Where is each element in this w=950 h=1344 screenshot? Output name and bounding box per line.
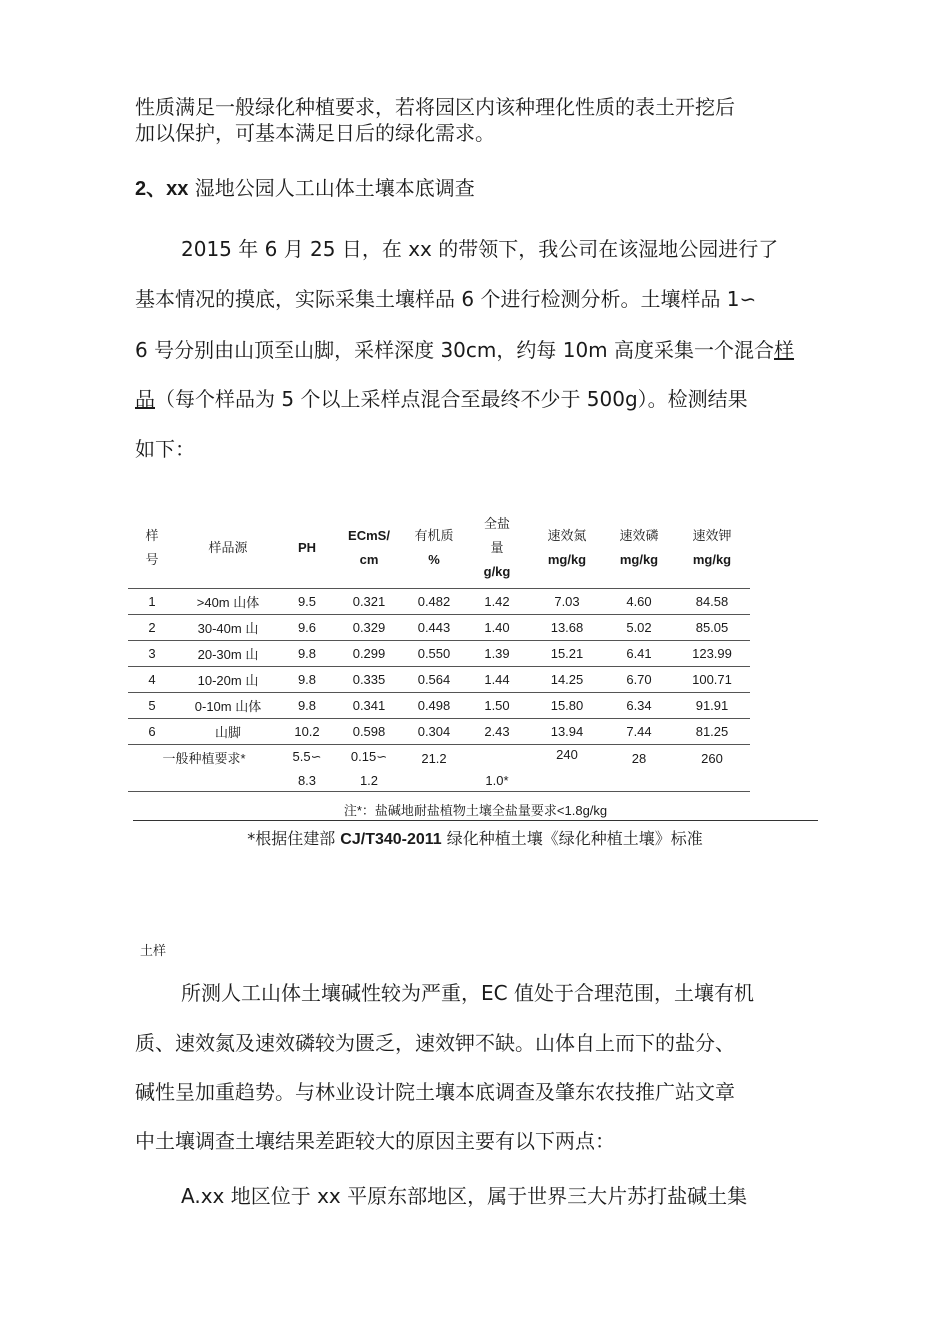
body-text: 质、速效氮及速效磷较为匮乏，速效钾不缺。山体自上而下的盐分、: [135, 1031, 735, 1055]
standard-code: CJ/T340-2011: [340, 831, 442, 848]
table-cell: [464, 745, 530, 770]
table-cell: 7.44: [604, 719, 674, 745]
table-cell: 4: [128, 667, 176, 693]
table-cell: 6.34: [604, 693, 674, 719]
table-cell: 5: [128, 693, 176, 719]
header-available-p: 速效磷 mg/kg: [604, 508, 674, 589]
body-text: 所测人工山体土壤碱性较为严重，EC 值处于合理范围，土壤有机: [181, 981, 754, 1005]
requirement-ec-min: 0.15∽: [350, 749, 388, 764]
table-cell: 85.05: [674, 615, 750, 641]
body-text-segment: 6 号分别由山顶至山脚，采样深度 30cm，约每 10m 高度采集一个混合: [135, 338, 775, 362]
table-cell: 1.44: [464, 667, 530, 693]
table-cell: 13.68: [530, 615, 604, 641]
table-cell: 6.70: [604, 667, 674, 693]
table-cell: 2.43: [464, 719, 530, 745]
table-cell: 0.299: [334, 641, 404, 667]
table-cell: 0.304: [404, 719, 464, 745]
table-cell: 1: [128, 589, 176, 615]
requirement-row: [128, 745, 750, 770]
table-cell: 4.60: [604, 589, 674, 615]
table-cell: 84.58: [674, 589, 750, 615]
body-text: 如下：: [135, 437, 195, 461]
table-cell: 6.41: [604, 641, 674, 667]
image-caption: 土样: [140, 944, 167, 959]
table-cell: 1.40: [464, 615, 530, 641]
table-cell: 0.598: [334, 719, 404, 745]
header-total-salt: 全盐 量 g/kg: [464, 508, 530, 589]
table-cell: 10.2: [280, 719, 334, 745]
underlined-text: 品: [135, 387, 155, 411]
soil-test-table: [128, 508, 750, 792]
table-cell: [128, 769, 280, 792]
requirement-total-salt: 1.0*: [464, 769, 530, 792]
section-title: 湿地公园人工山体土壤本底调查: [194, 176, 475, 200]
body-text: 加以保护，可基本满足日后的绿化需求。: [135, 121, 495, 145]
requirement-ec-max: 1.2: [334, 769, 404, 792]
body-text: A.xx 地区位于 xx 平原东部地区，属于世界三大片苏打盐碱土集: [181, 1184, 748, 1208]
body-text-segment: （每个样品为 5 个以上采样点混合至最终不少于 500g）。检测结果: [155, 387, 748, 411]
table-cell: 20-30m 山: [176, 641, 280, 667]
underlined-text: 样: [774, 338, 795, 362]
table-cell: 15.80: [530, 693, 604, 719]
header-organic-matter: 有机质 %: [404, 508, 464, 589]
table-cell: 91.91: [674, 693, 750, 719]
table-cell: 13.94: [530, 719, 604, 745]
header-available-k: 速效钾 mg/kg: [674, 508, 750, 589]
header-ec: ECmS/ cm: [334, 508, 404, 589]
body-text: 2015 年 6 月 25 日，在 xx 的带领下，我公司在该湿地公园进行了: [181, 237, 779, 261]
requirement-ph-max: 8.3: [280, 769, 334, 792]
table-cell: 9.8: [280, 667, 334, 693]
source-suffix: 绿化种植土壤《绿化种植土壤》标准: [441, 829, 703, 848]
table-cell: >40m 山体: [176, 589, 280, 615]
section-number: 2、xx: [135, 178, 189, 200]
table-cell: 123.99: [674, 641, 750, 667]
body-text: 性质满足一般绿化种植要求，若将园区内该种理化性质的表土开挖后: [135, 95, 735, 119]
table-cell: 0.564: [404, 667, 464, 693]
table-cell: 0.329: [334, 615, 404, 641]
table-cell: 0.341: [334, 693, 404, 719]
body-text: [135, 386, 825, 412]
table-row: [128, 615, 750, 641]
table-cell: 1.39: [464, 641, 530, 667]
table-cell: 100.71: [674, 667, 750, 693]
section-heading: [135, 172, 475, 201]
body-text: 中土壤调查土壤结果差距较大的原因主要有以下两点：: [135, 1129, 615, 1153]
requirement-available-k: 260: [674, 745, 750, 792]
table-row: [128, 589, 750, 615]
table-cell: 15.21: [530, 641, 604, 667]
table-cell: 0.335: [334, 667, 404, 693]
table-cell: 30-40m 山: [176, 615, 280, 641]
requirement-organic-matter: 21.2: [404, 745, 464, 792]
body-text: 碱性呈加重趋势。与林业设计院土壤本底调查及肇东农技推广站文章: [135, 1080, 735, 1104]
table-cell: 0.443: [404, 615, 464, 641]
table-cell: 0.498: [404, 693, 464, 719]
header-sample-no: 样 号: [128, 508, 176, 589]
table-cell: 0.550: [404, 641, 464, 667]
table-note: 注*：盐碱地耐盐植物土壤全盐量要求<1.8g/kg: [133, 800, 818, 821]
table-header-row: [128, 508, 750, 589]
table-cell: 3: [128, 641, 176, 667]
requirement-available-n: 240: [530, 745, 604, 792]
table-cell: 9.8: [280, 693, 334, 719]
table-row: [128, 719, 750, 745]
table-cell: 81.25: [674, 719, 750, 745]
table-cell: 0.482: [404, 589, 464, 615]
table-cell: 1.42: [464, 589, 530, 615]
table-cell: 9.6: [280, 615, 334, 641]
table-cell: 10-20m 山: [176, 667, 280, 693]
table-cell: 山脚: [176, 719, 280, 745]
requirement-available-p: 28: [604, 745, 674, 792]
table-cell: 7.03: [530, 589, 604, 615]
requirement-label: 一般种植要求*: [162, 750, 246, 766]
table-cell: 0.321: [334, 589, 404, 615]
source-prefix: *根据住建部: [247, 829, 341, 848]
table-row: [128, 641, 750, 667]
table-row: [128, 693, 750, 719]
requirement-ph-min: 5.5∽: [292, 749, 322, 764]
table-cell: 9.8: [280, 641, 334, 667]
body-text: [135, 337, 825, 363]
table-cell: 0-10m 山体: [176, 693, 280, 719]
standard-reference: [0, 826, 950, 849]
table-cell: 2: [128, 615, 176, 641]
table-cell: 1.50: [464, 693, 530, 719]
header-ph: PH: [280, 508, 334, 589]
table-cell: 5.02: [604, 615, 674, 641]
header-available-n: 速效氮 mg/kg: [530, 508, 604, 589]
table-cell: 14.25: [530, 667, 604, 693]
table-row: [128, 667, 750, 693]
header-sample-source: 样品源: [176, 508, 280, 589]
table-cell: 9.5: [280, 589, 334, 615]
body-text: 基本情况的摸底，实际采集土壤样品 6 个进行检测分析。土壤样品 1∽: [135, 287, 757, 311]
table-cell: 6: [128, 719, 176, 745]
